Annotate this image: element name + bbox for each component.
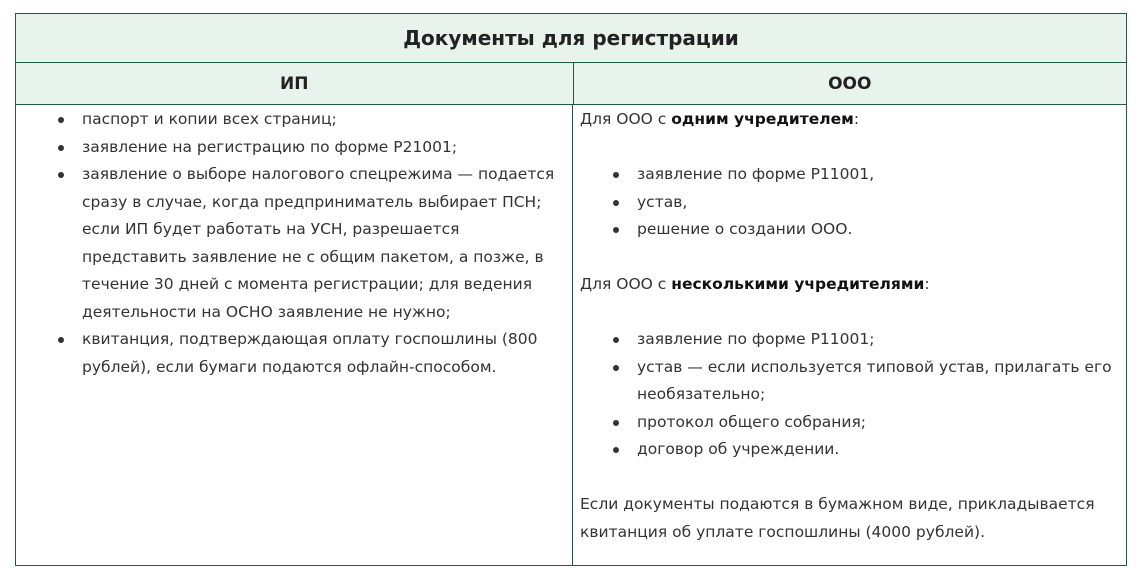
single-founder-intro <box>580 106 1120 134</box>
intro-text: Для ООО с <box>580 275 672 293</box>
intro-bold: несколькими учредителями <box>671 275 925 293</box>
list-item: заявление по форме Р11001, <box>611 161 1120 189</box>
paper-submission-note: Если документы подаются в бумажном виде, прикладывается квитанция об уплате госпошлины (4000 рублей). <box>580 495 1095 541</box>
single-founder-list <box>611 161 1120 244</box>
intro-text: Для ООО с <box>580 110 672 128</box>
ooo-cell <box>573 105 1126 566</box>
intro-colon: : <box>853 110 860 128</box>
multiple-founders-list <box>611 326 1120 464</box>
list-item: устав, <box>611 189 1120 217</box>
list-item: паспорт и копии всех страниц; <box>56 106 562 134</box>
table-title: Документы для регистрации <box>16 14 1126 63</box>
list-item: заявление о выборе налогового спецрежима — подается сразу в случае, когда предприниматель выбирает ПСН; если ИП будет работать на УСН, разрешается представить заявление не с общим пакетом, а позже, в течение 30 дней с момента регистрации; для ведения деятельности на ОСНО заявление не нужно; <box>56 161 562 326</box>
list-item: квитанция, подтверждающая оплату госпошлины (800 рублей), если бумаги подаются офлайн-способом. <box>56 326 562 381</box>
list-item: решение о создании ООО. <box>611 216 1120 244</box>
header-ip: ИП <box>16 63 574 104</box>
ip-cell <box>16 105 573 566</box>
list-item: заявление на регистрацию по форме Р21001; <box>56 134 562 162</box>
list-item: устав — если используется типовой устав, прилагать его необязательно; <box>611 354 1120 409</box>
header-ooo: ООО <box>828 73 872 94</box>
documents-table <box>15 13 1127 566</box>
list-item: заявление по форме Р11001; <box>611 326 1120 354</box>
multiple-founders-intro <box>580 271 1120 299</box>
list-item: договор об учреждении. <box>611 436 1120 464</box>
intro-bold: одним учредителем <box>671 110 854 128</box>
intro-colon: : <box>924 275 930 293</box>
table-header-row <box>16 63 1126 105</box>
ip-documents-list <box>56 106 562 381</box>
table-body-row <box>16 105 1126 566</box>
list-item: протокол общего собрания; <box>611 409 1120 437</box>
